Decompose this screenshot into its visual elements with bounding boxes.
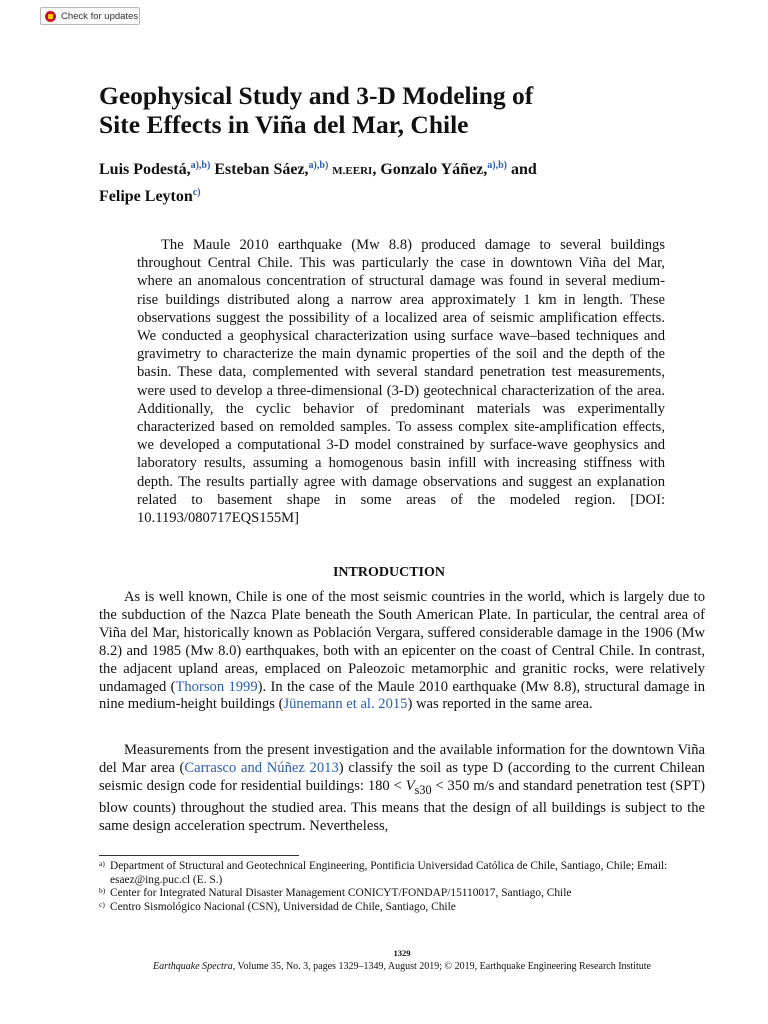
page-number: 1329 (393, 948, 411, 958)
text-run: As is well known, Chile is one of the most seismic countries in the world, which is largely due to the subduction of the Nazca Plate beneath the South American Plate. In particular, the central area of Viña del Mar, historically known as Población Vergara, suffered considerable damage in the 1906 (Mw 8.2) and 1985 (Mw 8.0) earthquakes, both with an epicenter on the coast of Central Chile. In contrast, the adjacent upland areas, emplaced on Paleozoic metamorphic and granitic rocks, were relatively undamaged ( (99, 589, 705, 695)
introduction-paragraph-2 (99, 742, 705, 835)
footnote-mark: c) (99, 900, 105, 910)
citation-link[interactable]: Thorson 1999 (175, 678, 258, 695)
text-run: ) was reported in the same area. (407, 696, 593, 713)
footnote-text: Center for Integrated Natural Disaster Management CONICYT/FONDAP/15110017, Santiago, Chile (110, 887, 572, 900)
footnote-a (99, 860, 705, 887)
footnotes (99, 860, 705, 915)
member-title: M.EERI (332, 165, 373, 177)
affiliation-ref[interactable]: a),b) (487, 160, 507, 171)
author-saez: Esteban Sáez, (214, 161, 309, 178)
journal-details: , Volume 35, No. 3, pages 1329–1349, August 2019; © 2019, Earthquake Engineering Research Institute (232, 961, 651, 972)
affiliation-ref[interactable]: c) (192, 187, 201, 198)
author-leyton: Felipe Leyton (99, 188, 193, 205)
author-line-2 (99, 182, 699, 208)
footnote-mark: b) (99, 886, 106, 896)
author-yanez: Gonzalo Yáñez, (380, 161, 488, 178)
footnote-mark: a) (99, 859, 105, 868)
title-line-1: Geophysical Study and 3-D Modeling of (99, 81, 534, 110)
author-list (99, 155, 699, 208)
check-for-updates-label: Check for updates (61, 10, 139, 22)
journal-citation (0, 961, 768, 972)
text-run: < 350 m/s and standard penetration test (SPT) blow counts) throughout the studied area. This means that the design of all buildings is subject to the same design acceleration spectrum. Nevertheless, (99, 777, 706, 834)
introduction-paragraph-1 (99, 589, 705, 714)
author-podesta: Luis Podestá, (99, 161, 191, 178)
author-line-1 (99, 155, 699, 182)
crossmark-icon (45, 11, 56, 22)
text-run: ) classify the soil as type D (according to the current Chilean seismic design code for residential buildings: 180 < (99, 759, 705, 794)
affiliation-ref[interactable]: a),b) (190, 160, 211, 171)
text-run: ). In the case of the Maule 2010 earthquake (Mw 8.8), structural damage in nine medium-height buildings ( (99, 678, 706, 713)
footnote-c (99, 901, 705, 915)
footnote-text: Department of Structural and Geotechnical Engineering, Pontificia Universidad Católica de Chile, Santiago, Chile; Email: esaez@ing.puc.cl (E. S.) (110, 860, 668, 886)
journal-name: Earthquake Spectra (153, 961, 233, 972)
abstract: The Maule 2010 earthquake (Mw 8.8) produced damage to several buildings throughout Central Chile. This was particularly the case in downtown Viña del Mar, where an anomalous concentration of structural damage was found in several medium-rise buildings distributed along a narrow area approximately 1 km in length. These observations suggest the possibility of a localized area of seismic amplification effects. We conducted a geophysical characterization using surface wave–based techniques and gravimetry to characterize the main dynamic properties of the soil and the depth of the basin. These data, complemented with several standard penetration test measurements, were used to develop a three-dimensional (3-D) geotechnical characterization of the area. Additionally, the cyclic behavior of predominant materials was experimentally characterized based on remolded samples. To assess complex site-amplification effects, we developed a computational 3-D model constrained by surface-wave geophysics and laboratory results, assuming a homogenous basin infill with increasing stiffness with depth. The results partially agree with damage observations and suggest an explanation related to basement shape in some areas of the modeled region. [DOI: 10.1193/080717EQS155M] (137, 237, 665, 527)
affiliation-ref[interactable]: a),b) (308, 160, 329, 171)
velocity-symbol: V (405, 777, 415, 794)
check-for-updates-badge[interactable] (40, 7, 140, 25)
footnote-b (99, 887, 705, 901)
author-separator: , (372, 161, 377, 178)
velocity-subscript: s30 (414, 782, 432, 797)
author-and: and (511, 161, 537, 178)
citation-link[interactable]: Jünemann et al. 2015 (283, 696, 408, 713)
title-line-2: Site Effects in Viña del Mar, Chile (99, 110, 469, 139)
footnote-text: Centro Sismológico Nacional (CSN), Universidad de Chile, Santiago, Chile (110, 901, 456, 914)
citation-link[interactable]: Carrasco and Núñez 2013 (184, 759, 339, 776)
footnote-divider (99, 855, 299, 856)
text-run: Measurements from the present investigation and the available information for the downtown Viña del Mar area ( (99, 742, 705, 776)
article-title (99, 81, 699, 139)
section-heading-introduction: INTRODUCTION (332, 565, 445, 580)
